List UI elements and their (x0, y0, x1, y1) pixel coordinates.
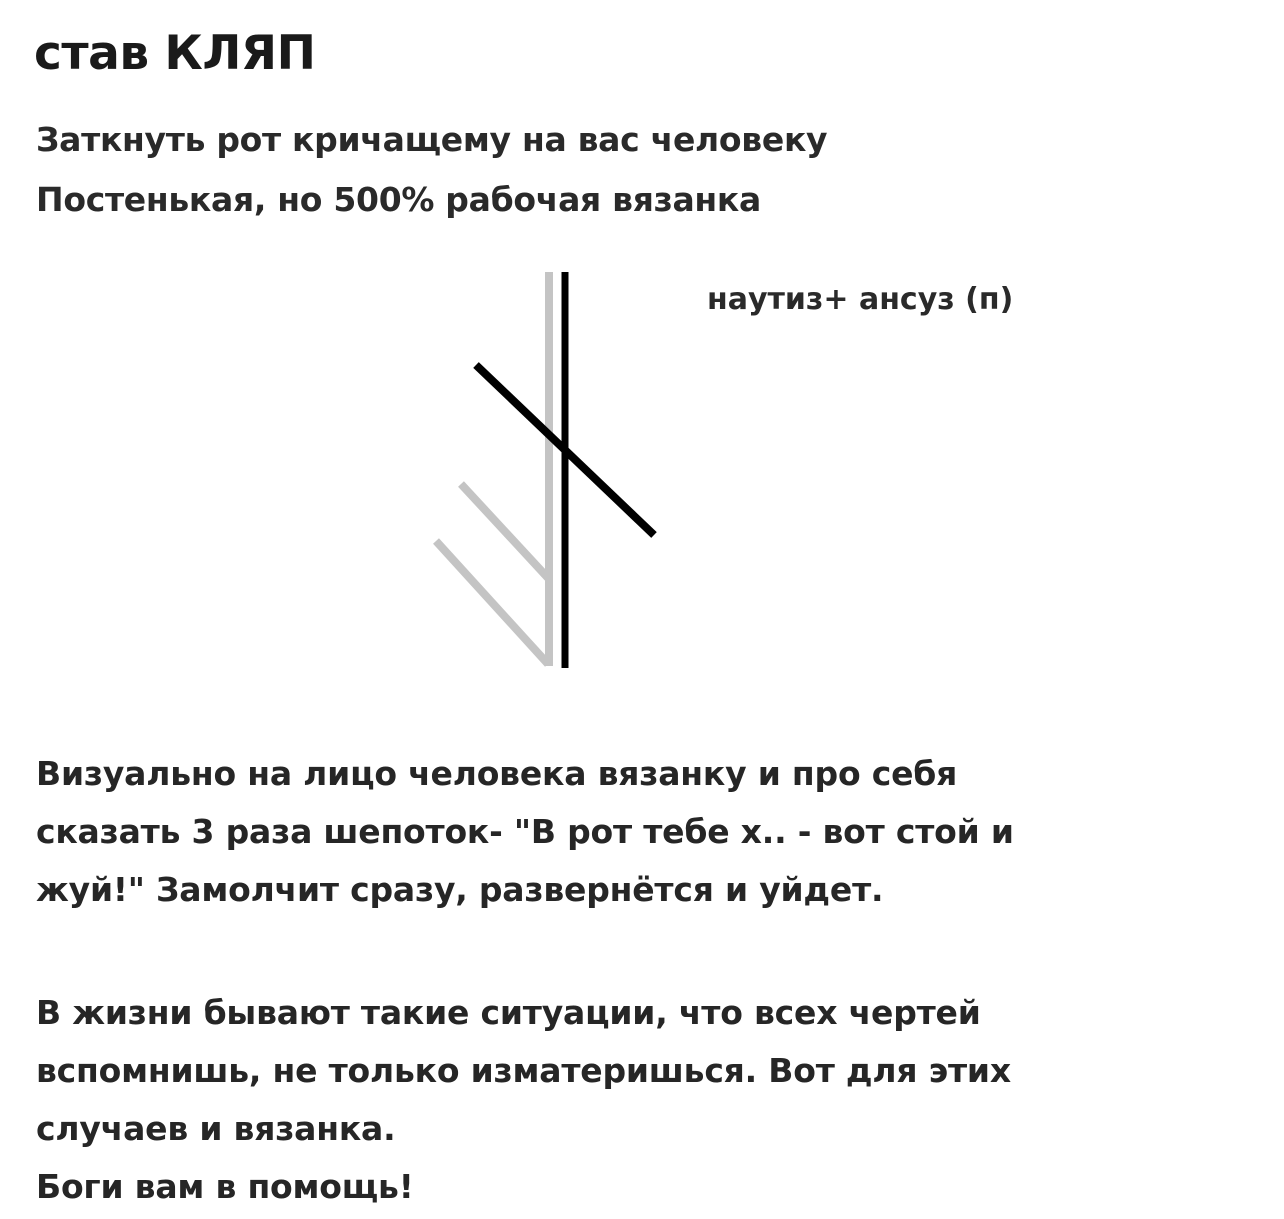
closing-line-2: вспомнишь, не только изматеришься. Вот для этих (36, 1051, 1011, 1090)
rune-grey-branch-upper (461, 484, 548, 578)
instruction-line-3: жуй!" Замолчит сразу, развернётся и уйдет. (36, 870, 884, 909)
instruction-line-2: сказать 3 раза шепоток- "В рот тебе х.. - вот стой и (36, 812, 1014, 851)
subtitle-line-2: Постенькая, но 500% рабочая вязанка (36, 180, 761, 219)
closing-line-4: Боги вам в помощь! (36, 1167, 414, 1206)
closing-line-3: случаев и вязанка. (36, 1109, 396, 1148)
subtitle-line-1: Заткнуть рот кричащему на вас человеку (36, 120, 828, 159)
closing-line-1: В жизни бывают такие ситуации, что всех чертей (36, 993, 981, 1032)
rune-label: наутиз+ ансуз (п) (707, 282, 1014, 317)
instruction-line-1: Визуально на лицо человека вязанку и про себя (36, 754, 958, 793)
page-title: став КЛЯП (34, 26, 316, 81)
